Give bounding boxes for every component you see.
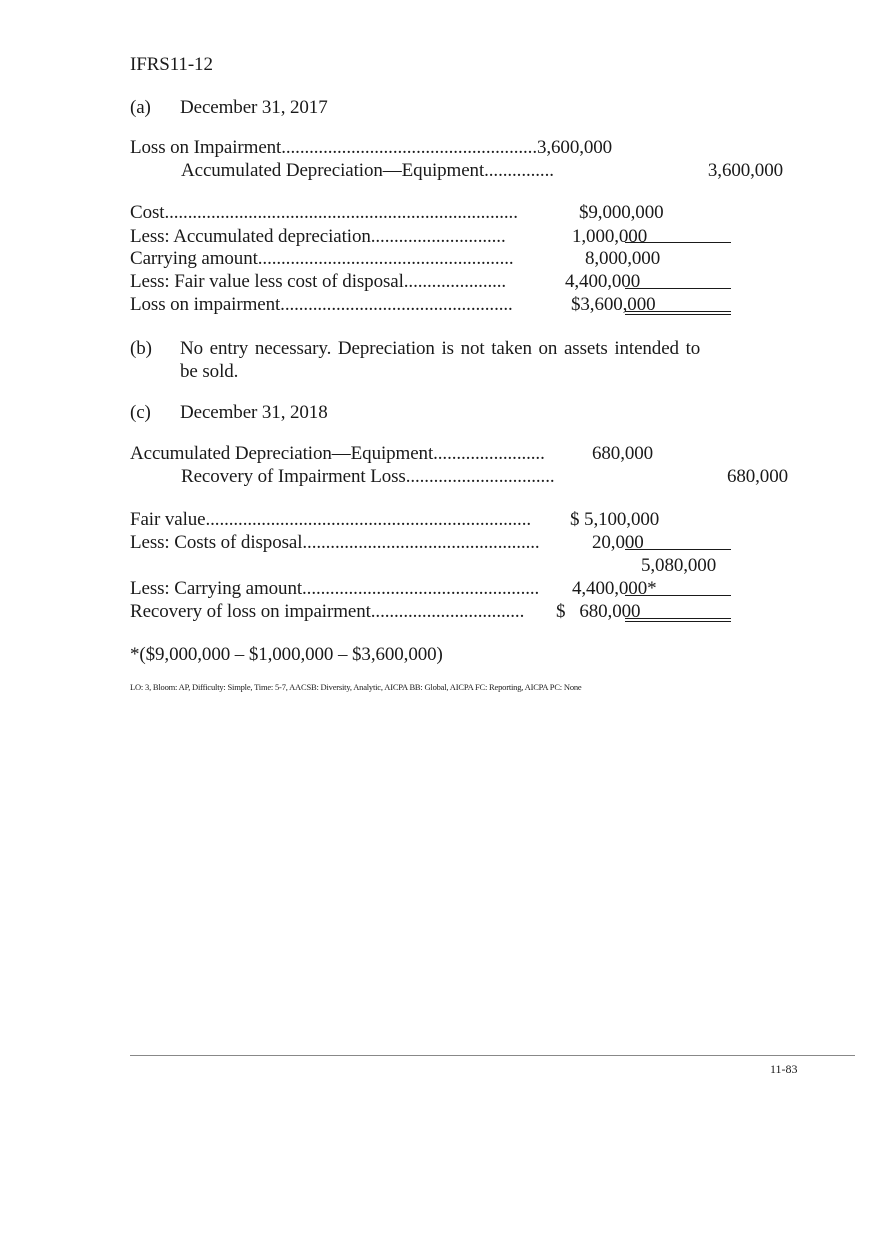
calc-c-amount-0: $ 5,100,000 — [570, 509, 660, 530]
double-underline-c-top — [625, 618, 731, 619]
calc-c-label-3: Less: Carrying amount................................................... — [130, 578, 540, 599]
calc-a-label-0: Cost............................................................................ — [130, 202, 518, 223]
calc-a-amount-3: 4,400,000 — [565, 271, 641, 292]
calc-c-label-1: Less: Costs of disposal................................................... — [130, 532, 540, 553]
calc-a-amount-1: 1,000,000 — [572, 226, 648, 247]
calc-c-label-4: Recovery of loss on impairment................................. — [130, 601, 525, 622]
calc-a-amount-0: $9,000,000 — [579, 202, 664, 223]
double-underline-c-bottom — [625, 621, 731, 622]
entry-c-debit-amount: 680,000 — [592, 443, 654, 464]
calc-a-label-1: Less: Accumulated depreciation............................. — [130, 226, 506, 247]
calc-a-label-3: Less: Fair value less cost of disposal...................... — [130, 271, 507, 292]
underline-a-1 — [625, 242, 731, 243]
part-a-label: (a) — [130, 97, 151, 118]
part-b-line-1: No entry necessary. Depreciation is not taken on assets intended to — [180, 338, 701, 359]
calc-c-label-0: Fair value...................................................................... — [130, 509, 532, 530]
underline-c-3 — [625, 595, 731, 596]
part-b-label: (b) — [130, 338, 152, 359]
document-id: IFRS11-12 — [130, 54, 213, 75]
calc-a-amount-4: $3,600,000 — [571, 294, 656, 315]
metadata-line: LO: 3, Bloom: AP, Difficulty: Simple, Time: 5-7, AACSB: Diversity, Analytic, AICPA BB: Global, AICPA FC: Reporting, AICPA PC: None — [130, 682, 582, 692]
calc-a-label-4: Loss on impairment.................................................. — [130, 294, 513, 315]
part-a-date: December 31, 2017 — [180, 97, 328, 118]
entry-a-debit-line: Loss on Impairment.......................................................3,600,000 — [130, 137, 613, 158]
entry-c-debit-line: Accumulated Depreciation—Equipment........................ — [130, 443, 545, 464]
entry-a-credit-line: Accumulated Depreciation—Equipment............... — [181, 160, 554, 181]
entry-a-credit-amount: 3,600,000 — [707, 160, 783, 181]
calc-a-amount-2: 8,000,000 — [585, 248, 661, 269]
part-b-line-2: be sold. — [180, 361, 239, 382]
double-underline-a-top — [625, 311, 731, 312]
calc-c-amount-3: 4,400,000* — [572, 578, 657, 599]
calc-c-amount-2: 5,080,000 — [641, 555, 717, 576]
calc-c-amount-4: $ 680,000 — [556, 601, 641, 622]
underline-c-1 — [625, 549, 731, 550]
part-c-date: December 31, 2018 — [180, 402, 328, 423]
part-c-footnote: *($9,000,000 – $1,000,000 – $3,600,000) — [130, 644, 443, 665]
part-c-label: (c) — [130, 402, 151, 423]
calc-c-amount-1: 20,000 — [592, 532, 644, 553]
page-number: 11-83 — [770, 1062, 798, 1076]
underline-a-3 — [625, 288, 731, 289]
footer-rule — [130, 1055, 855, 1056]
entry-c-credit-line: Recovery of Impairment Loss................................ — [181, 466, 555, 487]
double-underline-a-bottom — [625, 314, 731, 315]
entry-c-credit-amount: 680,000 — [726, 466, 788, 487]
calc-a-label-2: Carrying amount....................................................... — [130, 248, 514, 269]
